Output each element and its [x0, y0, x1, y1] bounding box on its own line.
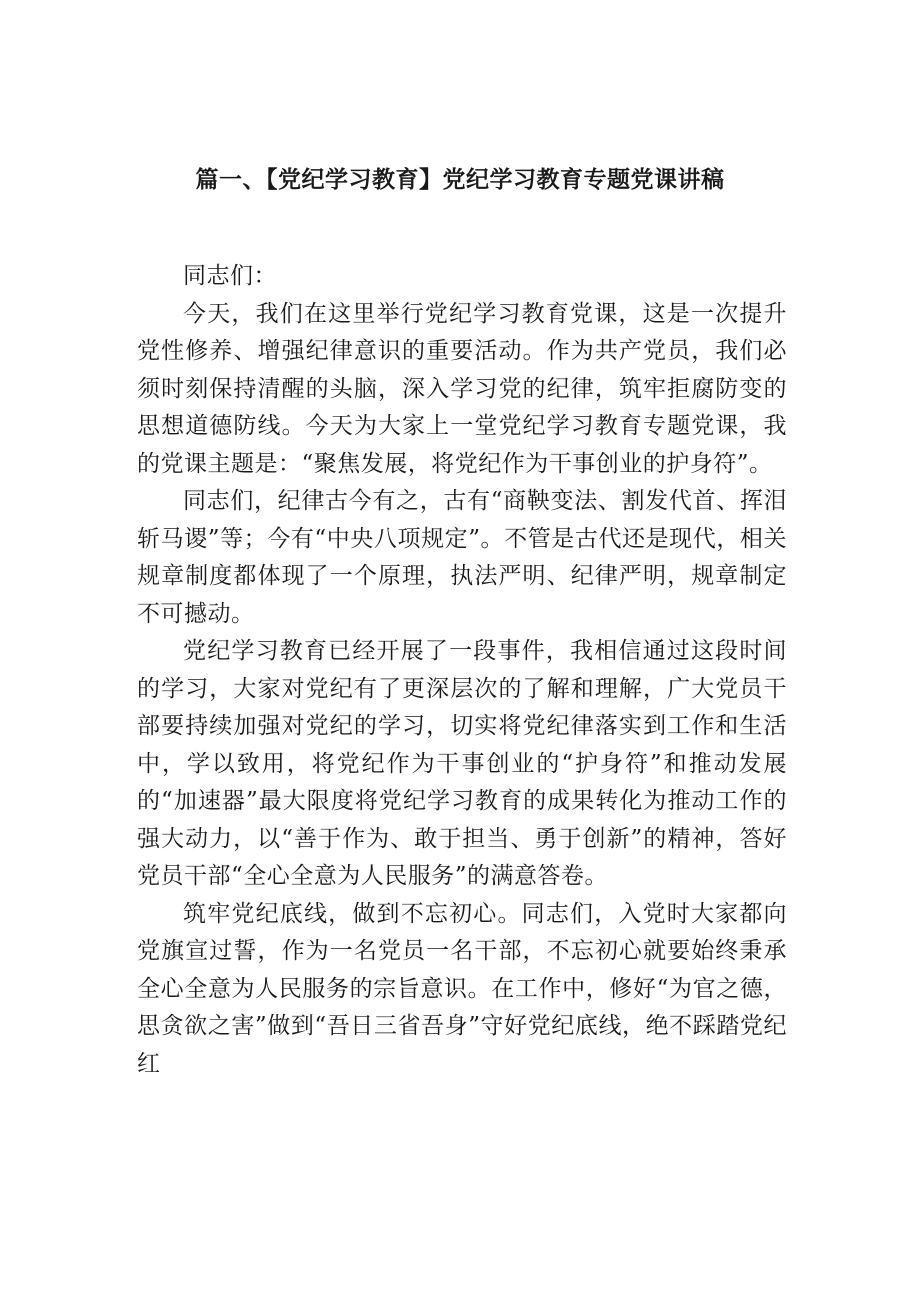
paragraph-1: 今天，我们在这里举行党纪学习教育党课，这是一次提升党性修养、增强纪律意识的重要活动。作为共产党员，我们必须时刻保持清醒的头脑，深入学习党的纪律，筑牢拒腐防变的思想道德防线。今天为大家上一堂党纪学习教育专题党课，我的党课主题是：“聚焦发展，将党纪作为干事创业的护身符”。	[137, 300, 787, 477]
paragraph-4: 筑牢党纪底线，做到不忘初心。同志们，入党时大家都向党旗宣过誓，作为一名党员一名干部，不忘初心就要始终秉承全心全意为人民服务的宗旨意识。在工作中，修好“为官之德，思贪欲之害”做到“吾日三省吾身”守好党纪底线，绝不踩踏党纪红	[137, 900, 787, 1077]
document-body	[137, 258, 787, 1083]
paragraph-salutation: 同志们：	[183, 263, 277, 289]
paragraph-2: 同志们，纪律古今有之，古有“商鞅变法、割发代首、挥泪斩马谡”等；今有“中央八项规定”。不管是古代还是现代，相关规章制度都体现了一个原理，执法严明、纪律严明，规章制定不可撼动。	[137, 488, 787, 627]
document-title: 篇一、【党纪学习教育】党纪学习教育专题党课讲稿	[195, 167, 725, 193]
paragraph-3: 党纪学习教育已经开展了一段事件，我相信通过这段时间的学习，大家对党纪有了更深层次的了解和理解，广大党员干部要持续加强对党纪的学习，切实将党纪律落实到工作和生活中，学以致用，将党纪作为干事创业的“护身符”和推动发展的“加速器”最大限度将党纪学习教育的成果转化为推动工作的强大动力，以“善于作为、敢于担当、勇于创新”的精神，答好党员干部“全心全意为人民服务”的满意答卷。	[137, 638, 787, 889]
